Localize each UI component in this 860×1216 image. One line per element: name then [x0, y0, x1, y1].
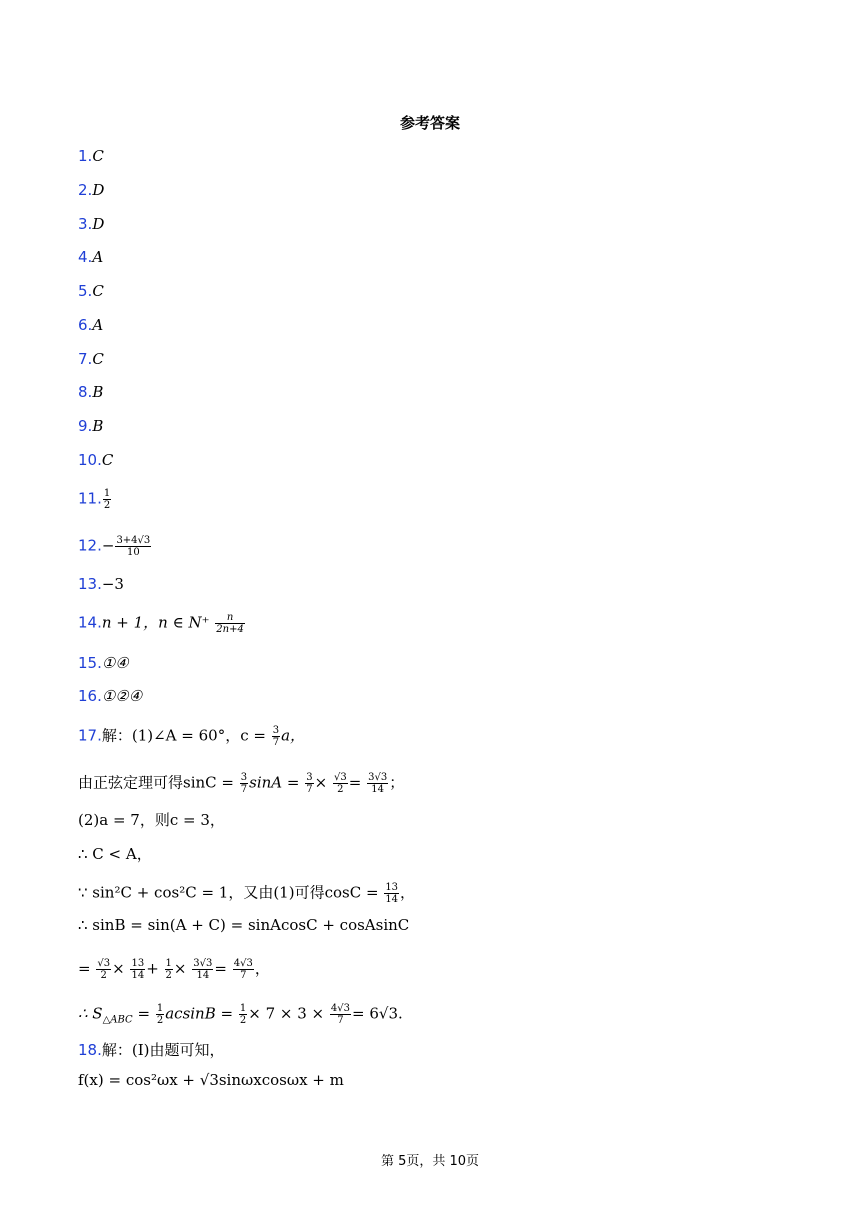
fraction: $\frac{13}{14}$: [131, 958, 145, 981]
answer-8: 8.B: [78, 383, 104, 401]
q18-line-2: f(x) = cos²ωx + √3sinωxcosωx + m: [78, 1071, 344, 1089]
fraction: $\frac{1}{2}$: [239, 1003, 247, 1026]
fraction: $\frac{13}{14}$: [385, 882, 399, 905]
fraction: $\frac{3}{7}$: [272, 725, 280, 748]
answer-6: 6.A: [78, 316, 104, 334]
answer-7: 7.C: [78, 350, 104, 368]
answer-1: 1.C: [78, 147, 104, 165]
q17-line-1: 17.解：(1)∠A = 60°，c = $\frac{3}{7}$ a，: [78, 725, 306, 748]
page-title: 参考答案: [399, 114, 460, 132]
answer-2: 2.D: [78, 181, 105, 199]
fraction: $\frac{1}{2}$: [156, 1003, 164, 1026]
page-footer: 第 5页，共 10页: [380, 1154, 480, 1169]
q17-line-7: = $\frac{√3}{2}$ × $\frac{13}{14}$ + $\frac{1}{2}$ × $\frac{3√3}{14}$ = $\frac{4√3}{7}$ ，: [78, 958, 270, 981]
fraction: $\frac{3}{7}$: [306, 772, 313, 795]
q17-line-4: ∴ C < A，: [78, 845, 152, 863]
answer-4: 4.A: [78, 248, 104, 266]
q17-line-3: (2)a = 7，则c = 3，: [78, 811, 225, 829]
fraction: $\frac{n}{2n+4}$: [216, 612, 244, 635]
answer-5: 5.C: [78, 282, 104, 300]
q17-line-8: ∴ $S_{\triangle ABC}$ = $\frac{1}{2}$ acsinB = $\frac{1}{2}$ × 7 × 3 × $\frac{4√3}{7}$ = 6√3.: [78, 1003, 403, 1026]
fraction: $\frac{4√3}{7}$: [330, 1003, 350, 1026]
answer-9: 9.B: [78, 417, 104, 435]
answer-16: 16.①②④: [78, 687, 143, 705]
fraction: $\frac{1}{2}$: [103, 488, 111, 511]
fraction: $\frac{1}{2}$: [165, 958, 172, 981]
q18-line-1: 18.解：(I)由题可知，: [78, 1041, 225, 1059]
answer-15: 15.①④: [78, 654, 129, 672]
fraction: $\frac{4√3}{7}$: [233, 958, 253, 981]
answer-14: 14.n + 1，n ∈ N⁺ $\frac{n}{2n+4}$: [78, 612, 244, 635]
answer-3: 3.D: [78, 215, 105, 233]
fraction: $\frac{√3}{2}$: [97, 958, 111, 981]
q17-line-5: ∵ sin²C + cos²C = 1，又由(1)可得cosC = $\frac{13}{14}$ ，: [78, 882, 416, 905]
fraction: $\frac{3+4√3}{10}$: [116, 535, 151, 558]
answer-11: 11. $\frac{1}{2}$: [78, 488, 111, 511]
fraction: $\frac{√3}{2}$: [333, 772, 347, 795]
fraction: $\frac{3}{7}$: [240, 772, 248, 795]
answer-10: 10.C: [78, 451, 114, 469]
fraction: $\frac{3√3}{14}$: [368, 772, 388, 795]
q17-line-6: ∴ sinB = sin(A + C) = sinAcosC + cosAsinC: [78, 916, 410, 934]
q17-line-2: 由正弦定理可得sinC = $\frac{3}{7}$ sinA = $\frac{3}{7}$ × $\frac{√3}{2}$ = $\frac{3√3}{14}$ ；: [78, 772, 405, 795]
answer-12: 12.− $\frac{3+4√3}{10}$: [78, 535, 151, 558]
fraction: $\frac{3√3}{14}$: [193, 958, 213, 981]
answer-13: 13.−3: [78, 575, 124, 593]
